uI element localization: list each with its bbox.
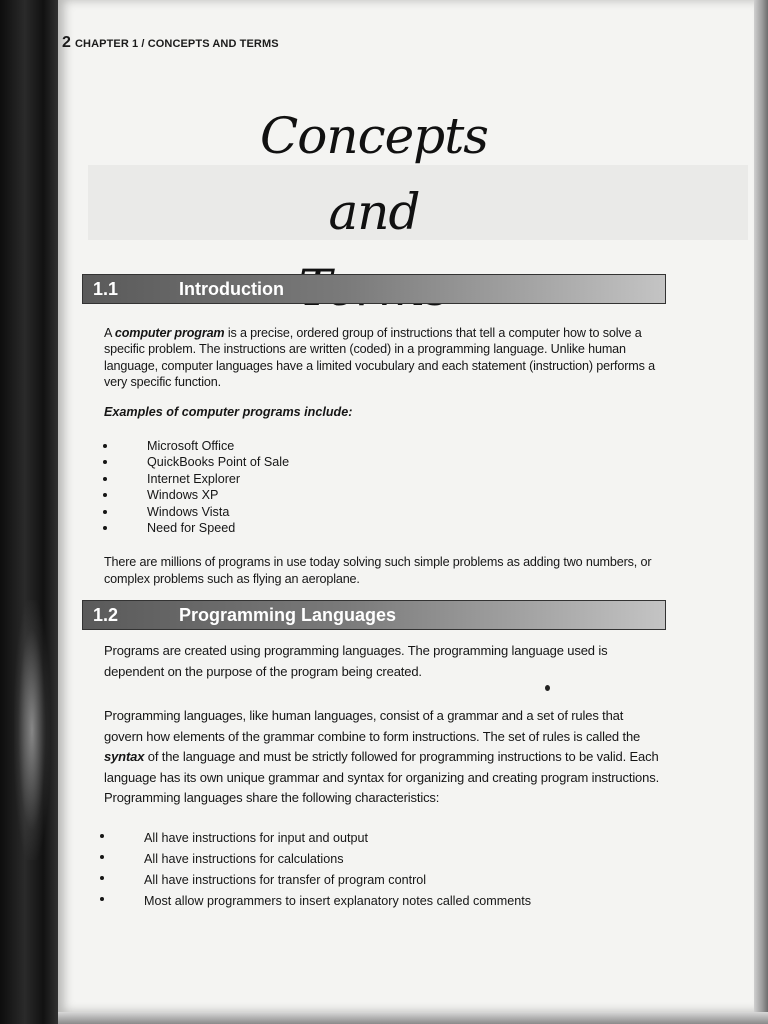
list-item	[144, 870, 531, 891]
bullet-icon	[100, 876, 104, 880]
languages-paragraph-1: Programs are created using programming languages. The programming language used is dependent on the purpose of the program being created.	[104, 643, 608, 679]
page-bottom-edge	[58, 1012, 768, 1024]
list-item	[147, 471, 289, 487]
characteristics-list	[144, 828, 531, 912]
list-item	[144, 891, 531, 912]
list-item	[147, 438, 289, 454]
list-item	[147, 504, 289, 520]
section-number: 1.1	[93, 279, 119, 299]
list-item-text: Microsoft Office	[147, 439, 235, 453]
list-item	[144, 849, 531, 870]
bullet-icon	[100, 855, 104, 859]
print-speck	[545, 685, 550, 691]
list-item-text: All have instructions for calculations	[144, 852, 344, 866]
examples-list	[147, 438, 289, 536]
list-item-text: Windows Vista	[147, 504, 230, 519]
list-item-text: Windows XP	[147, 488, 219, 503]
running-head	[62, 34, 279, 52]
bullet-icon	[103, 477, 107, 481]
section-title: Programming Languages	[179, 605, 397, 625]
chapter-title-line2: and	[328, 183, 420, 241]
section-heading-1-2	[82, 600, 666, 630]
running-title: CHAPTER 1 / CONCEPTS AND TERMS	[75, 38, 279, 50]
intro-paragraph	[104, 325, 666, 390]
list-item-text: Need for Speed	[147, 521, 236, 536]
syntax-text-rest: of the language and must be strictly followed for programming instructions to be valid. Each language has its own unique grammar and syntax for organizing and creating program instructions. Programming languages share the following characteristics:	[104, 749, 660, 805]
intro-text-start: A	[104, 326, 115, 340]
closing-paragraph: There are millions of programs in use today solving such simple problems as adding two numbers, or complex problems such as flying an aeroplane.	[104, 555, 652, 586]
section-number: 1.2	[93, 605, 119, 625]
list-item-text: Internet Explorer	[147, 471, 241, 486]
examples-heading: Examples of computer programs include:	[104, 405, 353, 419]
list-item	[147, 520, 289, 536]
bullet-icon	[100, 897, 104, 901]
syntax-text-start: Programming languages, like human languages, consist of a grammar and a set of rules that govern how elements of the grammar combine to form instructions. The set of rules is called the	[104, 708, 641, 744]
section-heading-1-1	[82, 274, 666, 304]
list-item	[147, 454, 289, 470]
bullet-icon	[103, 444, 107, 448]
page-edge	[754, 0, 768, 1024]
chapter-title-line1: Concepts	[260, 107, 488, 165]
list-item	[147, 487, 289, 503]
bullet-icon	[103, 526, 107, 530]
page-number: 2	[62, 34, 71, 51]
list-item-text: All have instructions for transfer of program control	[144, 873, 427, 887]
term-syntax: syntax	[104, 749, 145, 764]
intro-text-rest: is a precise, ordered group of instructions that tell a computer how to solve a specific problem. The instructions are written (coded) in a programming language. Unlike human language, computer languages have a limited vocubulary and each statement (instruction) performs a very specific function.	[104, 326, 655, 389]
list-item-text: Most allow programmers to insert explanatory notes called comments	[144, 894, 532, 908]
bullet-icon	[100, 834, 104, 838]
section-title: Introduction	[179, 279, 284, 299]
term-computer-program: computer program	[114, 326, 225, 340]
list-item-text: All have instructions for input and output	[144, 831, 369, 845]
bullet-icon	[103, 510, 107, 514]
languages-paragraph-2	[104, 706, 664, 809]
book-spine	[0, 0, 62, 1024]
list-item	[144, 828, 531, 849]
list-item-text: QuickBooks Point of Sale	[147, 455, 290, 470]
spine-glare	[14, 600, 50, 860]
